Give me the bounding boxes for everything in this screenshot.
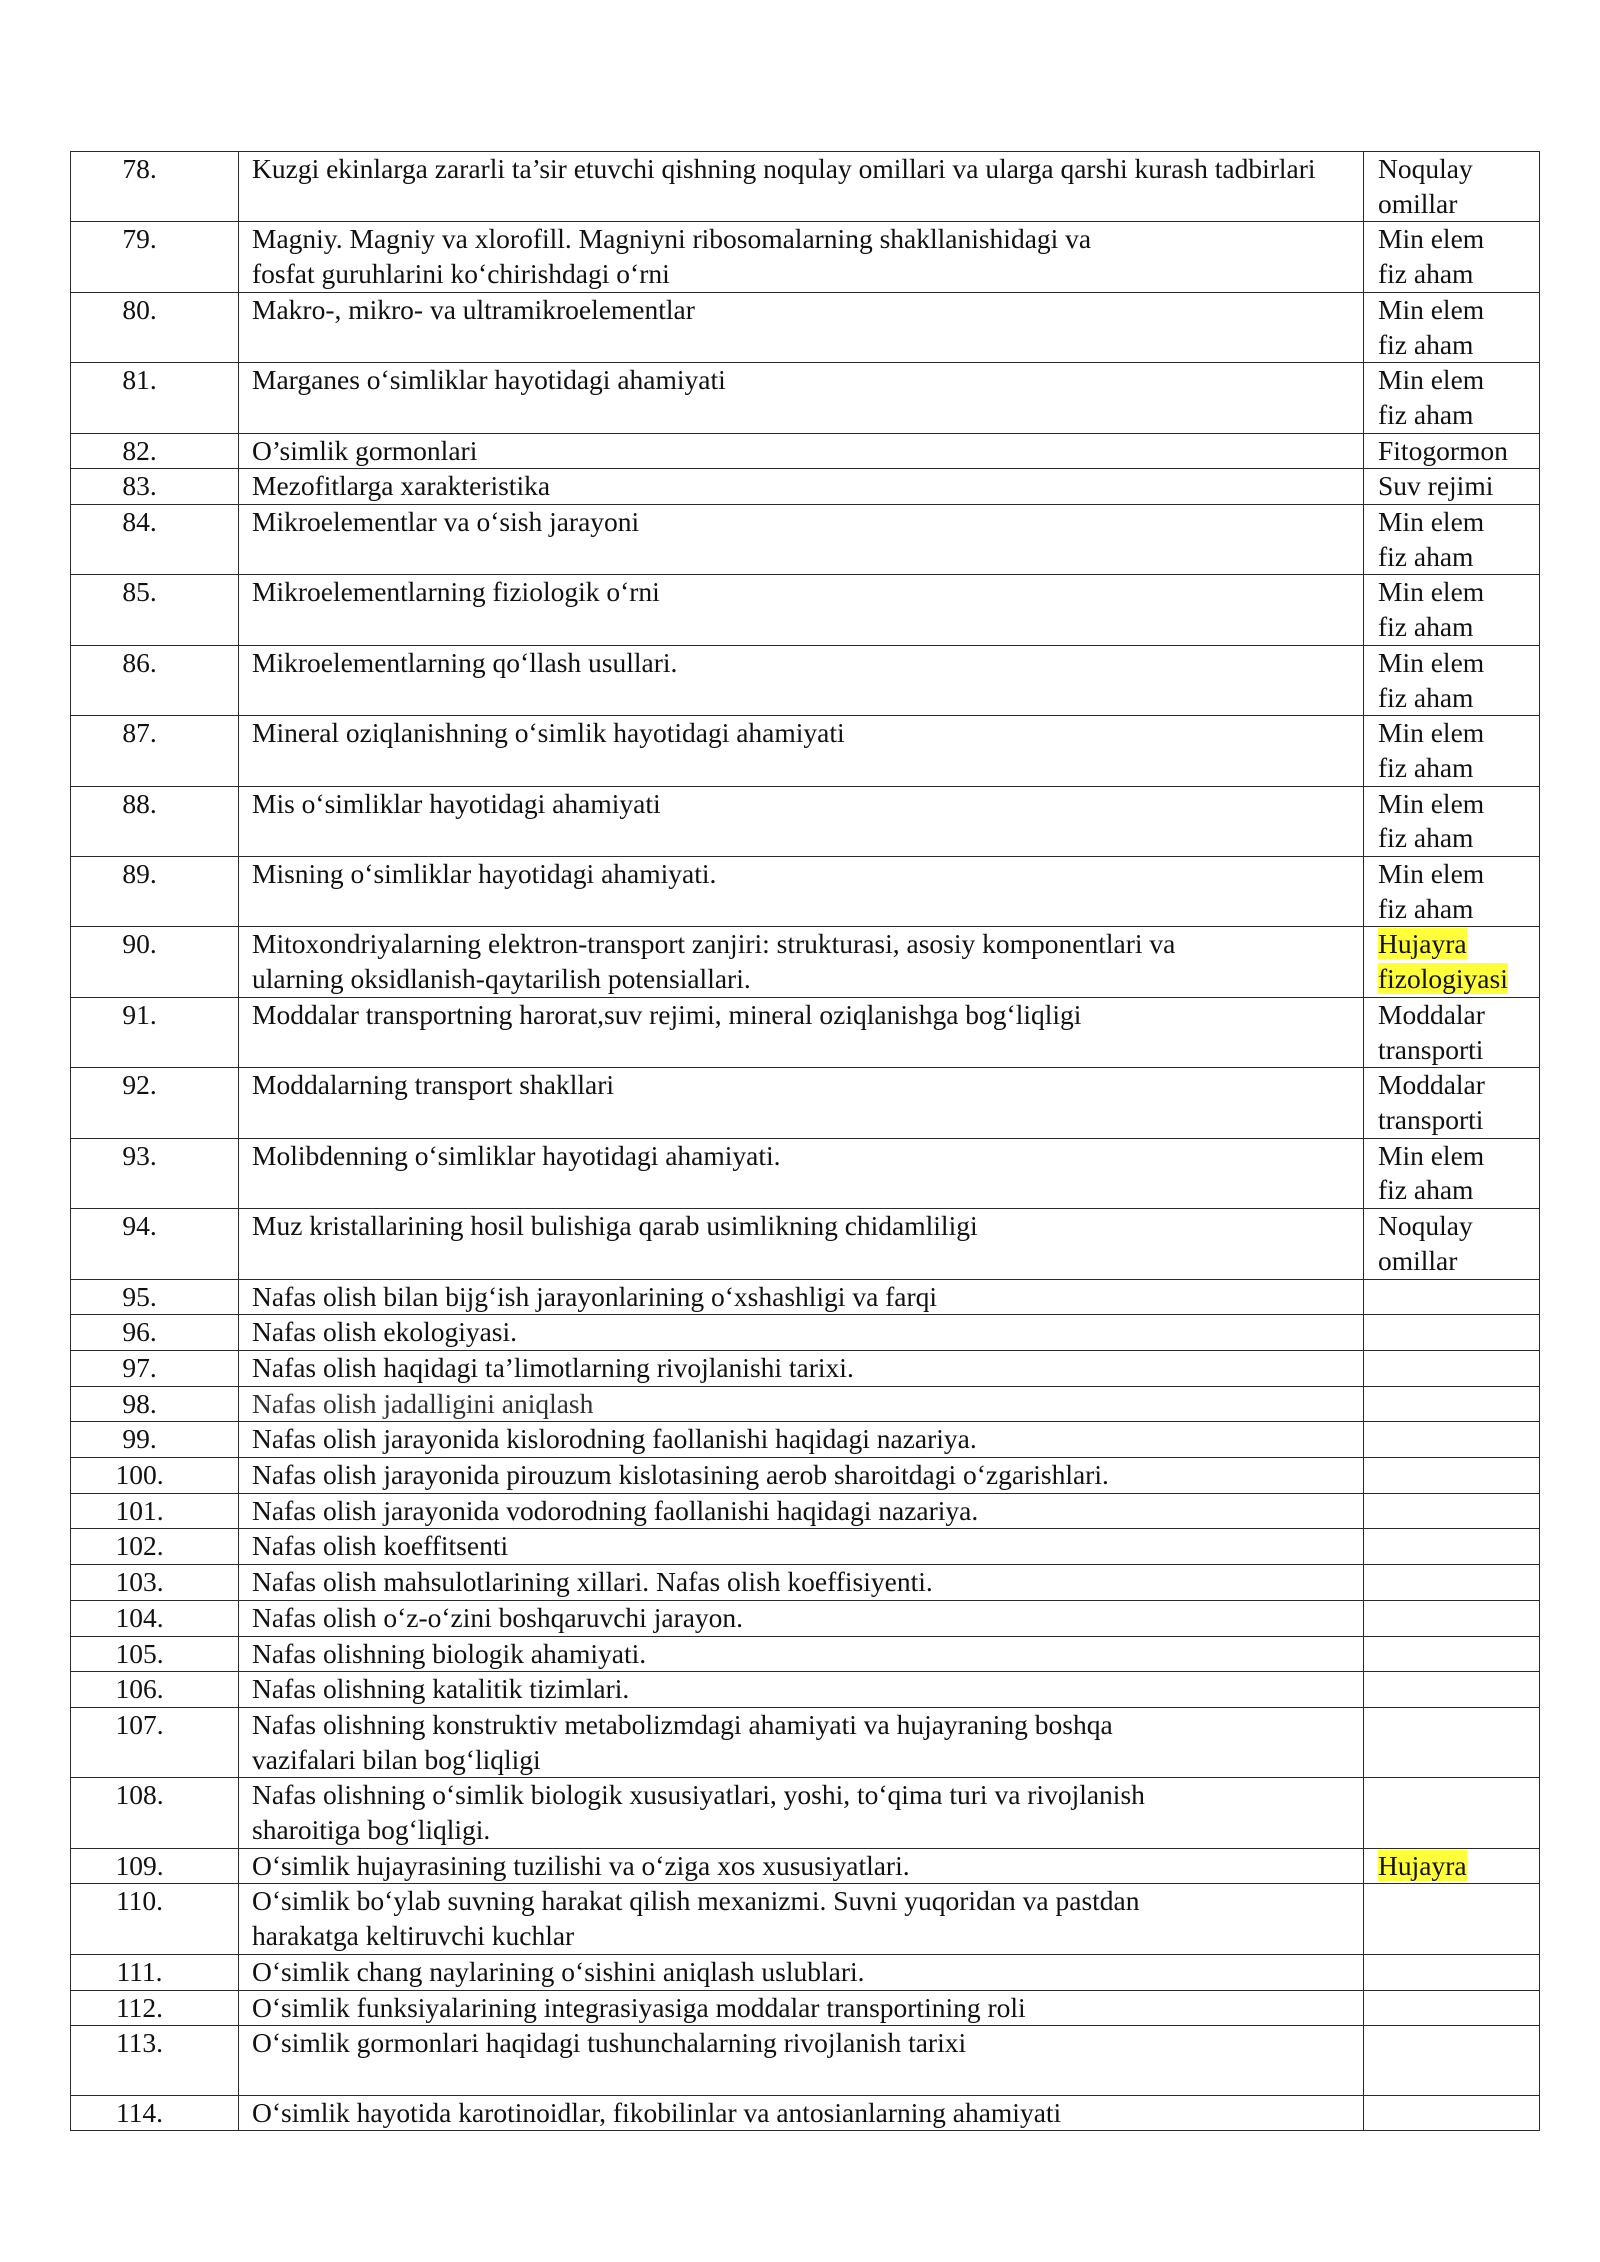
- topic-text: Nafas olish jadalligini aniqlash: [252, 1387, 594, 1419]
- table-row: [71, 786, 1540, 856]
- topic-text: O‘simlik gormonlari haqidagi tushunchalarning rivojlanish tarixi: [252, 2027, 967, 2059]
- row-number-cell: [71, 1990, 239, 2026]
- topic-text: Muz kristallarining hosil bulishiga qarab usimlikning chidamliligi: [252, 1210, 978, 1242]
- topic-cell: [239, 1209, 1364, 1279]
- category-text: Hujayra: [1378, 1849, 1467, 1881]
- row-number-cell: [71, 1707, 239, 1777]
- category-cell: [1364, 1990, 1540, 2026]
- table-row: [71, 2026, 1540, 2096]
- topic-cell: [239, 1315, 1364, 1351]
- topic-text: Mikroelementlar va o‘sish jarayoni: [252, 506, 640, 538]
- row-number-cell: [71, 2026, 239, 2096]
- topic-text: Nafas olish haqidagi ta’limotlarning rivojlanishi tarixi.: [252, 1351, 854, 1383]
- category-cell: [1364, 1636, 1540, 1672]
- table-row: [71, 1209, 1540, 1279]
- row-number-cell: [71, 152, 239, 222]
- row-number: 114.: [115, 2096, 164, 2128]
- topic-cell: [239, 1529, 1364, 1565]
- row-number-cell: [71, 1672, 239, 1708]
- row-number: 94.: [122, 1210, 157, 1242]
- row-number-cell: [71, 1209, 239, 1279]
- row-number: 95.: [122, 1280, 157, 1312]
- row-number: 96.: [122, 1316, 157, 1348]
- topic-cell: [239, 1884, 1364, 1954]
- topic-text: Mikroelementlarning qo‘llash usullari.: [252, 646, 678, 678]
- category-text: Min elem fiz aham: [1378, 506, 1485, 572]
- table-row: [71, 152, 1540, 222]
- row-number-cell: [71, 1565, 239, 1601]
- row-number: 113.: [115, 2027, 164, 2059]
- topic-text: O‘simlik hujayrasining tuzilishi va o‘ziga xos xususiyatlari.: [252, 1849, 910, 1881]
- table-row: [71, 1707, 1540, 1777]
- row-number: 85.: [122, 576, 157, 608]
- row-number-cell: [71, 1279, 239, 1315]
- table-row: [71, 1422, 1540, 1458]
- topic-cell: [239, 1990, 1364, 2026]
- topic-cell: [239, 2026, 1364, 2096]
- topic-text: Nafas olish bilan bijg‘ish jarayonlarining o‘xshashligi va farqi: [252, 1280, 938, 1312]
- table-row: [71, 1493, 1540, 1529]
- category-cell: [1364, 152, 1540, 222]
- topic-cell: [239, 1458, 1364, 1494]
- topic-cell: [239, 469, 1364, 505]
- row-number-cell: [71, 786, 239, 856]
- topic-cell: [239, 2095, 1364, 2131]
- row-number: 89.: [122, 858, 157, 890]
- category-cell: [1364, 575, 1540, 645]
- topic-text: Misning o‘simliklar hayotidagi ahamiyati.: [252, 858, 717, 890]
- row-number-cell: [71, 469, 239, 505]
- topic-cell: [239, 997, 1364, 1067]
- category-cell: [1364, 469, 1540, 505]
- row-number-cell: [71, 1422, 239, 1458]
- category-cell: [1364, 1529, 1540, 1565]
- category-cell: [1364, 1386, 1540, 1422]
- topic-text: Magniy. Magniy va xlorofill. Magniyni ribosomalarning shakllanishidagi va fosfat guruhlarini ko‘chirishdagi o‘rni: [252, 223, 1092, 290]
- topic-cell: [239, 1493, 1364, 1529]
- row-number-cell: [71, 1848, 239, 1884]
- table-row: [71, 1138, 1540, 1208]
- topic-text: Nafas olish jarayonida vodorodning faollanishi haqidagi nazariya.: [252, 1494, 979, 1526]
- category-cell: [1364, 1778, 1540, 1848]
- row-number: 104.: [115, 1601, 164, 1633]
- category-cell: [1364, 292, 1540, 362]
- category-cell: [1364, 2026, 1540, 2096]
- table-row: [71, 433, 1540, 469]
- table-row: [71, 857, 1540, 927]
- category-text: Suv rejimi: [1378, 470, 1494, 502]
- topic-text: Nafas olishning o‘simlik biologik xususiyatlari, yoshi, to‘qima turi va rivojlanish sharoitiga bog‘liqligi.: [252, 1779, 1145, 1846]
- category-cell: [1364, 1493, 1540, 1529]
- table-row: [71, 1068, 1540, 1138]
- category-cell: [1364, 363, 1540, 433]
- category-text: Min elem fiz aham: [1378, 223, 1485, 290]
- topics-table: [70, 151, 1540, 2131]
- row-number-cell: [71, 1458, 239, 1494]
- topic-cell: [239, 786, 1364, 856]
- row-number-cell: [71, 716, 239, 786]
- table-row: [71, 1529, 1540, 1565]
- topic-text: Nafas olish o‘z-o‘zini boshqaruvchi jarayon.: [252, 1601, 744, 1633]
- topic-text: Mineral oziqlanishning o‘simlik hayotidagi ahamiyati: [252, 717, 845, 749]
- topic-text: Mitoxondriyalarning elektron-transport zanjiri: strukturasi, asosiy komponentlari va ularning oksidlanish-qaytarilish potensiallari.: [252, 928, 1176, 995]
- topic-cell: [239, 1386, 1364, 1422]
- topic-cell: [239, 716, 1364, 786]
- topic-text: Nafas olish koeffitsenti: [252, 1530, 509, 1562]
- table-row: [71, 1386, 1540, 1422]
- table-row: [71, 363, 1540, 433]
- category-text: Noqulay omillar: [1378, 153, 1473, 219]
- row-number: 80.: [122, 293, 157, 325]
- topic-text: Marganes o‘simliklar hayotidagi ahamiyati: [252, 364, 726, 396]
- topic-cell: [239, 1848, 1364, 1884]
- topic-text: Nafas olishning biologik ahamiyati.: [252, 1637, 647, 1669]
- table-row: [71, 645, 1540, 715]
- category-cell: [1364, 222, 1540, 292]
- topic-cell: [239, 927, 1364, 997]
- row-number: 82.: [122, 434, 157, 466]
- category-text: Hujayra fizologiyasi: [1378, 928, 1508, 995]
- topic-cell: [239, 1672, 1364, 1708]
- row-number: 83.: [122, 470, 157, 502]
- category-cell: [1364, 1600, 1540, 1636]
- row-number-cell: [71, 1350, 239, 1386]
- topic-text: Kuzgi ekinlarga zararli ta’sir etuvchi qishning noqulay omillari va ularga qarshi kurash tadbirlari: [252, 153, 1316, 184]
- topic-cell: [239, 1138, 1364, 1208]
- row-number: 93.: [122, 1139, 157, 1171]
- category-cell: [1364, 1565, 1540, 1601]
- topic-text: Nafas olish jarayonida pirouzum kislotasining aerob sharoitdagi o‘zgarishlari.: [252, 1459, 1109, 1491]
- table-row: [71, 1884, 1540, 1954]
- topic-cell: [239, 152, 1364, 222]
- category-text: Min elem fiz aham: [1378, 858, 1485, 924]
- category-cell: [1364, 2095, 1540, 2131]
- topic-cell: [239, 1707, 1364, 1777]
- row-number-cell: [71, 292, 239, 362]
- row-number: 79.: [122, 223, 157, 255]
- topic-text: O‘simlik funksiyalarining integrasiyasiga moddalar transportining roli: [252, 1991, 1026, 2023]
- topic-text: O‘simlik chang naylarining o‘sishini aniqlash uslublari.: [252, 1955, 865, 1987]
- category-cell: [1364, 1315, 1540, 1351]
- row-number: 90.: [122, 928, 157, 960]
- category-cell: [1364, 1138, 1540, 1208]
- topic-cell: [239, 1636, 1364, 1672]
- category-cell: [1364, 505, 1540, 575]
- category-cell: [1364, 1884, 1540, 1954]
- row-number-cell: [71, 1315, 239, 1351]
- table-row: [71, 1600, 1540, 1636]
- topic-text: Nafas olish jarayonida kislorodning faollanishi haqidagi nazariya.: [252, 1423, 977, 1455]
- row-number-cell: [71, 1600, 239, 1636]
- category-text: Moddalar transporti: [1378, 998, 1485, 1065]
- table-row: [71, 927, 1540, 997]
- topics-table-body: [71, 152, 1540, 2131]
- category-cell: [1364, 1458, 1540, 1494]
- row-number-cell: [71, 927, 239, 997]
- topic-cell: [239, 222, 1364, 292]
- category-text: Min elem fiz aham: [1378, 364, 1485, 430]
- topic-cell: [239, 1422, 1364, 1458]
- topic-cell: [239, 1279, 1364, 1315]
- table-row: [71, 1848, 1540, 1884]
- table-row: [71, 1778, 1540, 1848]
- row-number: 106.: [115, 1673, 164, 1705]
- topic-cell: [239, 505, 1364, 575]
- category-cell: [1364, 786, 1540, 856]
- row-number-cell: [71, 1068, 239, 1138]
- row-number-cell: [71, 2095, 239, 2131]
- table-row: [71, 997, 1540, 1067]
- row-number: 88.: [122, 787, 157, 819]
- row-number: 78.: [122, 153, 157, 184]
- table-row: [71, 222, 1540, 292]
- topic-cell: [239, 1068, 1364, 1138]
- category-cell: [1364, 1422, 1540, 1458]
- topic-cell: [239, 363, 1364, 433]
- category-text: Min elem fiz aham: [1378, 1139, 1485, 1206]
- table-row: [71, 505, 1540, 575]
- category-cell: [1364, 645, 1540, 715]
- topic-text: Nafas olishning katalitik tizimlari.: [252, 1673, 630, 1705]
- topic-cell: [239, 1778, 1364, 1848]
- topic-cell: [239, 292, 1364, 362]
- category-cell: [1364, 1848, 1540, 1884]
- table-row: [71, 1458, 1540, 1494]
- table-row: [71, 1990, 1540, 2026]
- table-row: [71, 1350, 1540, 1386]
- category-cell: [1364, 997, 1540, 1067]
- row-number: 111.: [116, 1955, 163, 1987]
- row-number-cell: [71, 1386, 239, 1422]
- row-number: 81.: [122, 364, 157, 396]
- topic-text: Nafas olish ekologiyasi.: [252, 1316, 518, 1348]
- row-number: 87.: [122, 717, 157, 749]
- table-row: [71, 1636, 1540, 1672]
- table-row: [71, 1315, 1540, 1351]
- topic-text: Mikroelementlarning fiziologik o‘rni: [252, 576, 660, 608]
- topic-text: O‘simlik hayotida karotinoidlar, fikobilinlar va antosianlarning ahamiyati: [252, 2096, 1062, 2128]
- row-number: 86.: [122, 646, 157, 678]
- topic-text: O‘simlik bo‘ylab suvning harakat qilish mexanizmi. Suvni yuqoridan va pastdan harakatga keltiruvchi kuchlar: [252, 1885, 1140, 1952]
- category-text: Min elem fiz aham: [1378, 717, 1485, 783]
- category-text: Min elem fiz aham: [1378, 646, 1485, 713]
- topic-text: Mezofitlarga xarakteristika: [252, 470, 551, 502]
- category-cell: [1364, 433, 1540, 469]
- row-number: 112.: [115, 1991, 164, 2023]
- category-cell: [1364, 716, 1540, 786]
- category-text: Fitogormon: [1378, 434, 1508, 466]
- row-number: 107.: [115, 1708, 164, 1740]
- category-text: Min elem fiz aham: [1378, 787, 1485, 854]
- row-number: 102.: [115, 1530, 164, 1562]
- table-row: [71, 575, 1540, 645]
- topic-cell: [239, 645, 1364, 715]
- row-number-cell: [71, 1493, 239, 1529]
- row-number-cell: [71, 857, 239, 927]
- row-number-cell: [71, 575, 239, 645]
- row-number: 103.: [115, 1566, 164, 1598]
- category-cell: [1364, 1707, 1540, 1777]
- row-number: 98.: [122, 1387, 157, 1419]
- row-number-cell: [71, 1954, 239, 1990]
- topic-cell: [239, 857, 1364, 927]
- category-text: Moddalar transporti: [1378, 1069, 1485, 1135]
- row-number: 84.: [122, 506, 157, 538]
- topic-text: Makro-, mikro- va ultramikroelementlar: [252, 293, 695, 325]
- table-row: [71, 292, 1540, 362]
- category-cell: [1364, 927, 1540, 997]
- row-number-cell: [71, 363, 239, 433]
- topic-text: Nafas olishning konstruktiv metabolizmdagi ahamiyati va hujayraning boshqa vazifalari bilan bog‘liqligi: [252, 1708, 1113, 1775]
- row-number: 109.: [115, 1849, 164, 1881]
- row-number: 108.: [115, 1779, 164, 1811]
- category-cell: [1364, 1954, 1540, 1990]
- row-number: 99.: [122, 1423, 157, 1455]
- category-text: Min elem fiz aham: [1378, 576, 1485, 643]
- table-row: [71, 1565, 1540, 1601]
- row-number: 100.: [115, 1459, 164, 1491]
- row-number-cell: [71, 645, 239, 715]
- row-number: 110.: [115, 1885, 164, 1917]
- row-number-cell: [71, 1636, 239, 1672]
- table-row: [71, 2095, 1540, 2131]
- topic-cell: [239, 433, 1364, 469]
- category-cell: [1364, 857, 1540, 927]
- table-row: [71, 469, 1540, 505]
- topic-cell: [239, 1565, 1364, 1601]
- row-number: 105.: [115, 1637, 164, 1669]
- topic-text: Nafas olish mahsulotlarining xillari. Nafas olish koeffisiyenti.: [252, 1566, 933, 1598]
- category-cell: [1364, 1672, 1540, 1708]
- topic-text: Moddalarning transport shakllari: [252, 1069, 614, 1101]
- row-number-cell: [71, 505, 239, 575]
- row-number: 91.: [122, 998, 157, 1030]
- row-number: 92.: [122, 1069, 157, 1101]
- topic-text: Moddalar transportning harorat,suv rejimi, mineral oziqlanishga bog‘liqligi: [252, 998, 1082, 1030]
- row-number: 101.: [115, 1494, 164, 1526]
- row-number-cell: [71, 433, 239, 469]
- category-cell: [1364, 1068, 1540, 1138]
- row-number-cell: [71, 1884, 239, 1954]
- topic-cell: [239, 1350, 1364, 1386]
- row-number-cell: [71, 222, 239, 292]
- topic-cell: [239, 575, 1364, 645]
- category-cell: [1364, 1279, 1540, 1315]
- category-text: Noqulay omillar: [1378, 1210, 1473, 1276]
- category-text: Min elem fiz aham: [1378, 293, 1485, 360]
- topic-text: Mis o‘simliklar hayotidagi ahamiyati: [252, 787, 661, 819]
- topic-text: O’simlik gormonlari: [252, 434, 478, 466]
- table-row: [71, 1954, 1540, 1990]
- row-number-cell: [71, 1138, 239, 1208]
- row-number-cell: [71, 1529, 239, 1565]
- topic-cell: [239, 1954, 1364, 1990]
- table-row: [71, 1672, 1540, 1708]
- topic-text: Molibdenning o‘simliklar hayotidagi ahamiyati.: [252, 1139, 781, 1171]
- table-row: [71, 716, 1540, 786]
- row-number-cell: [71, 1778, 239, 1848]
- row-number: 97.: [122, 1351, 157, 1383]
- row-number-cell: [71, 997, 239, 1067]
- table-row: [71, 1279, 1540, 1315]
- category-cell: [1364, 1209, 1540, 1279]
- topic-cell: [239, 1600, 1364, 1636]
- category-cell: [1364, 1350, 1540, 1386]
